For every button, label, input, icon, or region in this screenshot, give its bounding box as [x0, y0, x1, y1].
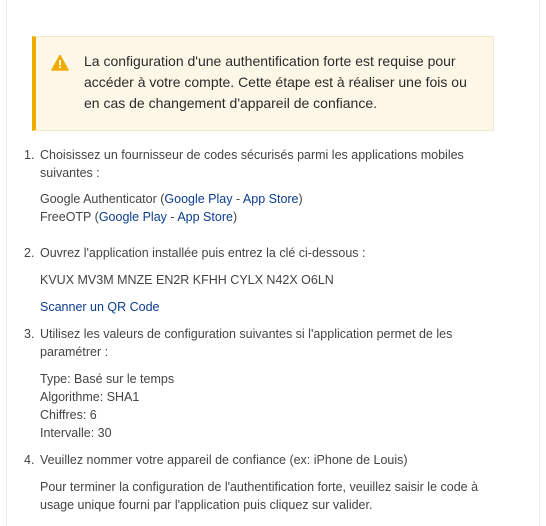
- step-1-text: Choisissez un fournisseur de codes sécurisés parmi les applications mobiles suivantes :: [40, 148, 464, 180]
- step-3-text: Utilisez les valeurs de configuration suivantes si l'application permet de les paramétrer :: [40, 327, 453, 359]
- alert-message: La configuration d'une authentification forte est requise pour accéder à votre compte. Cette étape est à réaliser une fois ou en cas de changement d'appareil de confiance.: [84, 53, 467, 111]
- config-interval: Intervalle: 30: [40, 426, 112, 440]
- step-2-text: Ouvrez l'application installée puis entrez la clé ci-dessous :: [40, 246, 366, 260]
- step-4-text: Veuillez nommer votre appareil de confiance (ex: iPhone de Louis): [40, 453, 408, 467]
- google-play-link[interactable]: Google Play: [164, 192, 233, 206]
- config-algorithm: Algorithme: SHA1: [40, 390, 140, 404]
- app-row-freeotp: FreeOTP (Google Play - App Store): [40, 210, 238, 224]
- step-number: 3.: [24, 327, 35, 341]
- app-name: FreeOTP: [40, 210, 92, 224]
- app-name: Google Authenticator: [40, 192, 157, 206]
- config-type: Type: Basé sur le temps: [40, 372, 175, 386]
- app-store-link[interactable]: App Store: [177, 210, 233, 224]
- step-number: 4.: [24, 453, 35, 467]
- step-number: 1.: [24, 148, 35, 162]
- step-4-followup: Pour terminer la configuration de l'authentification forte, veuillez saisir le code à usage unique fourni par l'application puis cliquez sur valider.: [40, 480, 479, 512]
- config-digits: Chiffres: 6: [40, 408, 97, 422]
- scan-qr-code-link[interactable]: Scanner un QR Code: [40, 300, 160, 314]
- step-number: 2.: [24, 246, 35, 260]
- google-play-link[interactable]: Google Play: [98, 210, 167, 224]
- app-row-google-authenticator: Google Authenticator (Google Play - App Store): [40, 192, 303, 206]
- secret-key: KVUX MV3M MNZE EN2R KFHH CYLX N42X O6LN: [40, 273, 334, 287]
- app-store-link[interactable]: App Store: [242, 192, 299, 206]
